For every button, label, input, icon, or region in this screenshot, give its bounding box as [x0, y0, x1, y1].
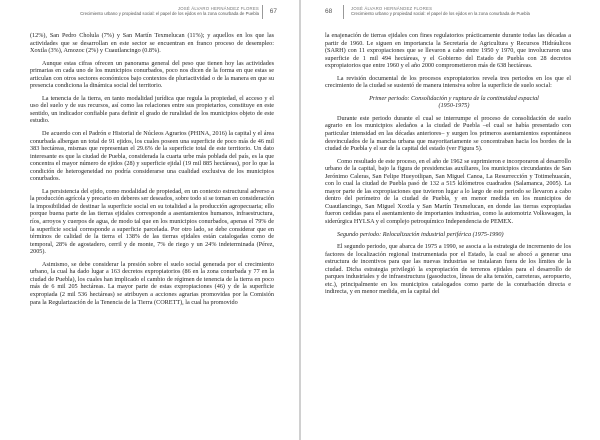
subsection-heading: Segundo periodo: Relocalización industrial periférica (1975-1990) — [337, 230, 504, 238]
paragraph: Aunque estas cifras ofrecen un panorama general del peso que tienen hoy las actividades primarias en cada uno de los municipios conurbados, poco nos dicen de la forma en que estas se articulan con otros sectores económicos bajo contextos de pluriactividad o de la manera en que su presencia condiciona la dinámica social del territorio. — [30, 59, 274, 90]
paragraph: Asimismo, se debe considerar la presión sobre el suelo social generada por el crecimiento urbano, la cual ha dado lugar a 163 decretos expropiatorios (86 en la zona conurbada y 77 en la ciudad de Puebla), los cuales han implicado el cambio de régimen de tenencia de la tierra en poco más de 6 mil 205 hectáreas. La mayor parte de estas expropiaciones (46) y de la superficie expropiada (2 mil 536 hectáreas) se atribuyen a acciones agrarias promovidas por la Comisión para la Regularización de la Tenencia de la Tierra (CORETT), la cual ha promovido — [30, 260, 274, 306]
right-running-header — [351, 6, 581, 17]
right-header-author: JOSÉ ÁLVARO HERNÁNDEZ FLORES — [351, 6, 433, 11]
paragraph: Durante este periodo durante el cual se interrumpe el proceso de consolidación de suelo agrario en los municipios aledaños a la ciudad de Puebla –el cual se había presentado con particular intensidad en las décadas anteriores– y surgen los primeros asentamientos espontáneos desvinculados de la mancha urbana que mayoritariamente se concentraban hacia los bordes de la ciudad de Puebla y el sur de la capital del estado (ver Figura 5). — [325, 114, 571, 153]
right-page-number: 68 — [325, 8, 333, 15]
right-header-divider — [343, 5, 344, 19]
left-page-number: 67 — [269, 8, 277, 15]
right-page — [301, 0, 600, 440]
left-header-title: Crecimiento urbano y propiedad social: el papel de los ejidos en la zona conurbada de Puebla — [80, 11, 259, 17]
left-running-header — [29, 6, 259, 17]
section-heading-dates: (1950-1975) — [438, 102, 470, 110]
right-header-title: Crecimiento urbano y propiedad social: el papel de los ejidos en la zona conurbada de Puebla — [351, 11, 530, 17]
section-heading — [325, 95, 571, 110]
paragraph: la enajenación de tierras ejidales con fines regulatorios prácticamente durante todas las décadas a partir de 1960. Le siguen en importancia la Secretaría de Agricultura y Recursos Hidráulicos (SARH) con 11 expropiaciones que se llevaron a cabo entre 1950 y 1970, que involucraron una superficie de 1 mil 494 hectáreas, y el Gobierno del Estado de Puebla con 28 decretos expropiatorios que entre 1960 y el año 2000 comprometieron más de 638 hectáreas. — [325, 32, 571, 70]
left-page — [0, 0, 299, 440]
paragraph: (12%), San Pedro Cholula (7%) y San Martín Texmelucan (11%); y aquellos en los que las actividades que se desarrollan en este sector se encuentran en franco proceso de desempleo: Xoxtla (3%), Amozoc (2%) y Cuautlancingo (0.8%). — [30, 32, 274, 55]
paragraph: La revisión documental de los procesos expropiatorios revela tres periodos en los que el crecimiento de la ciudad se sustentó de manera intensiva sobre la superficie de suelo social: — [325, 74, 571, 90]
left-page-body — [30, 32, 274, 311]
paragraph: El segundo periodo, que abarca de 1975 a 1990, se asocia a la estrategia de incremento de los factores de localización regional instrumentada por el Estado, la cual se abocó a generar una estructura de incentivos para que las nuevas industrias se instalaran fuera de los límites de la ciudad. Dicha estrategia privilegió la expropiación de terrenos ejidales para el desarrollo de parques industriales y de infraestructura (gasoductos, líneas de alta tensión, carreteras, aeropuerto, etc.), principalmente en los municipios catalogados como parte de la conurbación directa e indirecta, y en menor medida, en la capital del — [325, 243, 571, 296]
paragraph: De acuerdo con el Padrón e Historial de Núcleos Agrarios (PHINA, 2016) la capital y el área conurbada albergan un total de 91 ejidos, los cuales poseen una superficie de poco más de 46 mil 383 hectáreas, mismas que representan el 29.6% de la superficie total de este territorio. Un dato interesante es que la ciudad de Puebla, considerada la cuarta urbe más poblada del país, es la que concentra el mayor número de ejidos (28) y superficie ejidal (19 mil 885 hectáreas), por lo que la condición de heterogeneidad no podría considerarse una cualidad exclusiva de los municipios conurbados. — [30, 130, 274, 183]
paragraph: Como resultado de este proceso, en el año de 1962 se suprimieron e incorporaron al desarrollo urbano de la capital, bajo la figura de presidencias auxiliares, los municipios circundantes de San Jerónimo Caleras, San Felipe Hueyotlipan, San Miguel Canoa, La Resurrección y Totimehuacán, con lo cual la ciudad de Puebla pasó de 132 a 515 kilómetros cuadrados (Salamanca, 2005). La mayor parte de las expropiaciones que tuvieron lugar a lo largo de este periodo se llevaron a cabo dentro del perímetro de la ciudad de Puebla, y en menor medida en los municipios de Cuautlancingo, San Miguel Xoxtla y San Martín Texmelucan, en donde las tierras expropiadas fueron cedidas para el asentamiento de importantes industrias, como la automotriz Volkswagen, la siderúrgica HYLSA y el complejo petroquímico Independencia de PEMEX. — [325, 157, 571, 226]
right-page-body — [325, 32, 571, 301]
paragraph: La persistencia del ejido, como modalidad de propiedad, en un contexto estructural adverso a la producción agrícola y precario en deberes ser deseados, sobre todo si se toman en consideración la imposibilidad de destinar la superficie social en su totalidad a la producción agropecuaria; ello porque buena parte de las tierras ejidales corresponde a asentamientos humanos, infraestructura, ríos, arroyos y cuerpos de agua, de modo tal que en los municipios conurbados, apenas el 79% de la superficie social corresponde a superficie parcelada. Por otro lado, se debe considerar que en términos de calidad de la tierra el 138% de las tierras ejidales están catalogadas como de temporal, 28% de agostadero, cerril y de monte, 7% de riego y un 24% indeterminada (Pérez, 2005). — [30, 187, 274, 256]
paragraph: La tenencia de la tierra, en tanto modalidad jurídica que regula la propiedad, el acceso y el uso del suelo y de sus recursos, así como las relaciones entre sus propietarios, constituye en este sentido, un indicador confiable para definir el grado de ruralidad de los municipios objeto de este estudio. — [30, 94, 274, 125]
section-heading-title: Primer periodo: Consolidación y ruptura de la continuidad espacial — [369, 94, 539, 102]
left-header-divider — [262, 5, 263, 19]
left-header-author: JOSÉ ÁLVARO HERNÁNDEZ FLORES — [177, 6, 259, 11]
